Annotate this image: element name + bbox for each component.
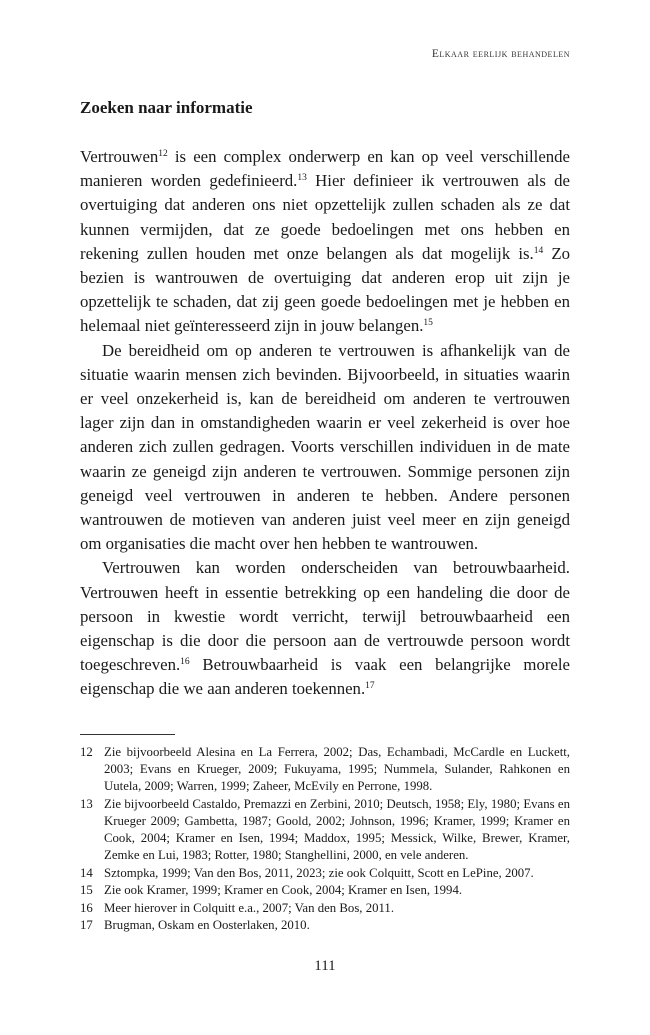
- footnotes: [80, 744, 570, 935]
- footnote-separator: [80, 734, 175, 735]
- footnote-reference: 16: [180, 657, 190, 668]
- footnote-reference: 15: [423, 318, 433, 329]
- footnote-reference: 17: [365, 681, 375, 692]
- footnote-text: Brugman, Oskam en Oosterlaken, 2010.: [104, 918, 310, 933]
- footnote-text: Zie bijvoorbeeld Alesina en La Ferrera, 2002; Das, Echambadi, McCardle en Luckett, 2003; Evans en Krueger, 2009; Fukuyama, 1995; Nummela, Sulander, Rahkonen en Uutela, 2009; Warren, 1999; Zaheer, McEvily en Perrone, 1998.: [104, 745, 570, 794]
- footnote-reference: 14: [533, 245, 544, 256]
- footnote-reference: 13: [297, 173, 307, 184]
- text-run: Vertrouwen kan worden onderscheiden van betrouwbaarheid. Vertrouwen heeft in essentie betrekking op een handeling die door de persoon in kwestie wordt verricht, terwijl betrouwbaarheid een eigenschap is die door die persoon aan de vertrouwde persoon wordt toegeschreven.: [80, 558, 570, 675]
- text-run: Betrouwbaarheid is vaak een belangrijke morele eigenschap die we aan anderen toekennen.: [80, 655, 570, 699]
- footnote-text: Zie bijvoorbeeld Castaldo, Premazzi en Zerbini, 2010; Deutsch, 1958; Ely, 1980; Evans en Krueger 2009; Gambetta, 1987; Goold, 2002; Johnson, 1996; Kramer, 1999; Kramer en Cook, 2004; Kramer en Isen, 1994; Maddox, 1995; Messick, Wilke, Brewer, Kramer, Zemke en Lui, 1983; Rotter, 1980; Stanghellini, 2000, en vele anderen.: [104, 796, 570, 863]
- paragraph: [80, 339, 570, 557]
- footnote-number: 16: [80, 900, 93, 915]
- footnote-number: 12: [80, 745, 93, 759]
- text-run: Hier definieer ik vertrouwen als de overtuiging dat anderen ons niet opzettelijk zullen schaden als ze dat kunnen vermijden, dat ze goede bedoelingen met ons hebben en rekening zullen houden met onze belangen als dat mogelijk is.: [80, 171, 570, 263]
- footnote: [80, 796, 570, 864]
- text-run: Zo bezien is wantrouwen de overtuiging dat anderen erop uit zijn je opzettelijk te schaden, dat zij geen goede bedoelingen met je hebben en helemaal niet geïnteresseerd zijn in jouw belangen.: [80, 243, 570, 336]
- footnote: [80, 865, 570, 882]
- footnote: [80, 917, 570, 934]
- footnote: [80, 744, 570, 795]
- footnote: [80, 882, 570, 899]
- footnote-text: Zie ook Kramer, 1999; Kramer en Cook, 2004; Kramer en Isen, 1994.: [104, 883, 463, 898]
- footnote-number: 14: [80, 865, 93, 880]
- footnote-text: Sztompka, 1999; Van den Bos, 2011, 2023; zie ook Colquitt, Scott en LePine, 2007.: [104, 865, 534, 880]
- body-text: [80, 145, 570, 702]
- footnote-reference: 12: [158, 149, 168, 159]
- footnote-number: 15: [80, 883, 93, 898]
- footnote-text: Meer hierover in Colquitt e.a., 2007; Van den Bos, 2011.: [104, 900, 395, 915]
- page-number: 111: [314, 958, 336, 974]
- text-run: Vertrouwen: [80, 147, 159, 166]
- text-run: is een complex onderwerp en kan op veel verschillende manieren worden gedefinieerd.: [80, 147, 570, 191]
- footnote: [80, 900, 570, 917]
- footnote-number: 13: [80, 796, 93, 811]
- paragraph: [80, 556, 570, 701]
- paragraph: [80, 145, 570, 339]
- running-header: Elkaar eerlijk behandelen: [431, 48, 570, 60]
- footnote-number: 17: [80, 918, 93, 933]
- text-run: De bereidheid om op anderen te vertrouwen is afhankelijk van de situatie waarin mensen zich bevinden. Bijvoorbeeld, in situaties waarin er veel onzekerheid is, kan de bereidheid om anderen te vertrouwen lager zijn dan in omstandigheden waarin er veel zekerheid is over hoe anderen zich zullen gedragen. Voorts verschillen individuen in de mate waarin ze geneigd zijn anderen te vertrouwen. Sommige personen zijn geneigd veel vertrouwen in anderen te hebben. Andere personen wantrouwen de motieven van anderen juist veel meer en zijn geneigd om organisaties die macht over hen hebben te wantrouwen.: [80, 340, 570, 554]
- section-title: Zoeken naar informatie: [80, 98, 253, 117]
